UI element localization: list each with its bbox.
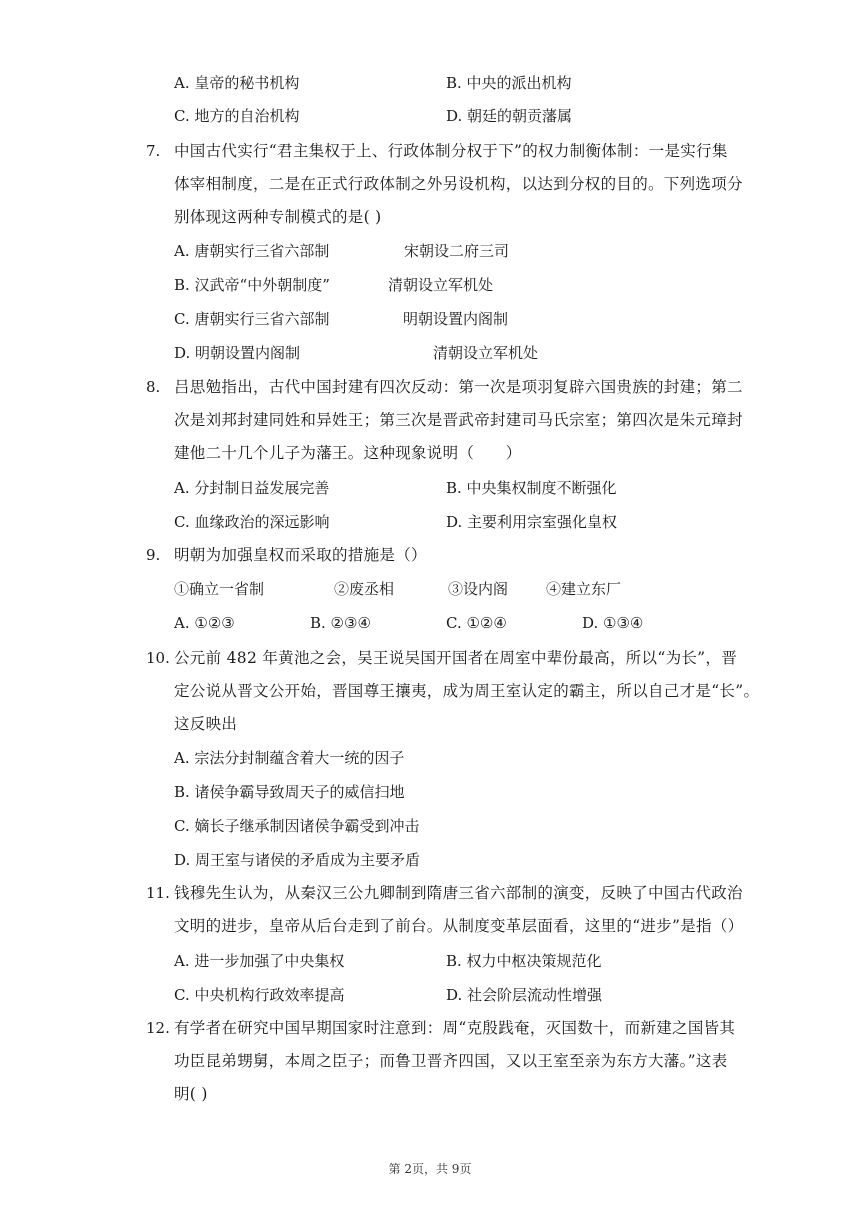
q9-item-1: ①确立一省制 [174,580,265,598]
q7-option-c-right: 明朝设置内阁制 [403,310,509,328]
q8-option-c: C. 血缘政治的深远影响 [174,513,330,531]
page-footer: 第 2页，共 9页 [388,1162,472,1176]
q6-option-b: B. 中央的派出机构 [446,74,572,92]
q11-number: 11. [146,884,170,902]
q11-text-line-1: 钱穆先生认为，从秦汉三公九卿制到隋唐三省六部制的演变，反映了中国古代政治 [174,884,743,902]
q8-number: 8. [146,378,161,396]
q6-option-a: A. 皇帝的秘书机构 [174,74,300,92]
q12-text-line-3: 明( ) [174,1085,208,1103]
q9-option-a: A. ①②③ [174,614,235,632]
q9-text: 明朝为加强皇权而采取的措施是（） [174,546,427,564]
q10-option-c: C. 嫡长子继承制因诸侯争霸受到冲击 [174,817,420,835]
q9-item-4: ④建立东厂 [546,580,622,598]
q11-option-b: B. 权力中枢决策规范化 [446,952,602,970]
q9-option-b: B. ②③④ [310,614,371,632]
q8-option-b: B. 中央集权制度不断强化 [446,479,617,497]
q7-option-c-left: C. 唐朝实行三省六部制 [174,310,330,328]
q7-option-b-right: 清朝设立军机处 [388,276,494,294]
q7-number: 7. [146,142,161,160]
q6-option-c: C. 地方的自治机构 [174,107,300,125]
q8-option-d: D. 主要利用宗室强化皇权 [446,513,618,531]
q10-number: 10. [146,649,170,667]
q6-option-d: D. 朝廷的朝贡藩属 [446,107,573,125]
q7-text-line-3: 别体现这两种专制模式的是( ) [174,208,382,226]
q12-text-line-2: 功臣昆弟甥舅，本周之臣子；而鲁卫晋齐四国，又以王室至亲为东方大藩。”这表 [174,1052,728,1070]
q12-text-line-1: 有学者在研究中国早期国家时注意到：周“克殷践奄，灭国数十，而新建之国皆其 [174,1019,736,1037]
q9-item-3: ③设内阁 [448,580,509,598]
q11-option-a: A. 进一步加强了中央集权 [174,952,345,970]
q7-option-a-right: 宋朝设二府三司 [404,242,510,260]
q8-text-line-1: 吕思勉指出，古代中国封建有四次反动：第一次是项羽复辟六国贵族的封建；第二 [174,378,743,396]
q7-text-line-1: 中国古代实行“君主集权于上、行政体制分权于下”的权力制衡体制：一是实行集 [174,142,728,160]
q11-text-line-2: 文明的进步，皇帝从后台走到了前台。从制度变革层面看，这里的“进步”是指（） [174,917,744,935]
q10-option-d: D. 周王室与诸侯的矛盾成为主要矛盾 [174,851,421,869]
q7-option-a-left: A. 唐朝实行三省六部制 [174,242,330,260]
q9-number: 9. [146,546,161,564]
q9-option-c: C. ①②④ [446,614,507,632]
q8-text-line-2: 次是刘邦封建同姓和异姓王；第三次是晋武帝封建司马氏宗室；第四次是朱元璋封 [174,411,743,429]
q10-text-line-2: 定公说从晋文公开始，晋国尊王攘夷，成为周王室认定的霸主，所以自己才是“长”。 [174,682,760,700]
q11-option-c: C. 中央机构行政效率提高 [174,986,345,1004]
q11-option-d: D. 社会阶层流动性增强 [446,986,603,1004]
q7-text-line-2: 体宰相制度，二是在正式行政体制之外另设机构，以达到分权的目的。下列选项分 [174,175,743,193]
q9-item-2: ②废丞相 [334,580,395,598]
q7-option-d-right: 清朝设立军机处 [433,344,539,362]
q10-option-b: B. 诸侯争霸导致周天子的威信扫地 [174,783,405,801]
q10-text-line-1: 公元前 482 年黄池之会，吴王说吴国开国者在周室中辈份最高，所以“为长”，晋 [174,649,737,667]
q12-number: 12. [146,1019,170,1037]
q7-option-d-left: D. 明朝设置内阁制 [174,344,301,362]
q10-option-a: A. 宗法分封制蕴含着大一统的因子 [174,749,405,767]
q8-text-line-3: 建他二十几个儿子为藩王。这种现象说明（ ） [174,444,522,462]
q8-option-a: A. 分封制日益发展完善 [174,479,330,497]
q9-option-d: D. ①③④ [582,614,644,632]
q7-option-b-left: B. 汉武帝“中外朝制度” [174,276,330,294]
q10-text-line-3: 这反映出 [174,715,238,733]
